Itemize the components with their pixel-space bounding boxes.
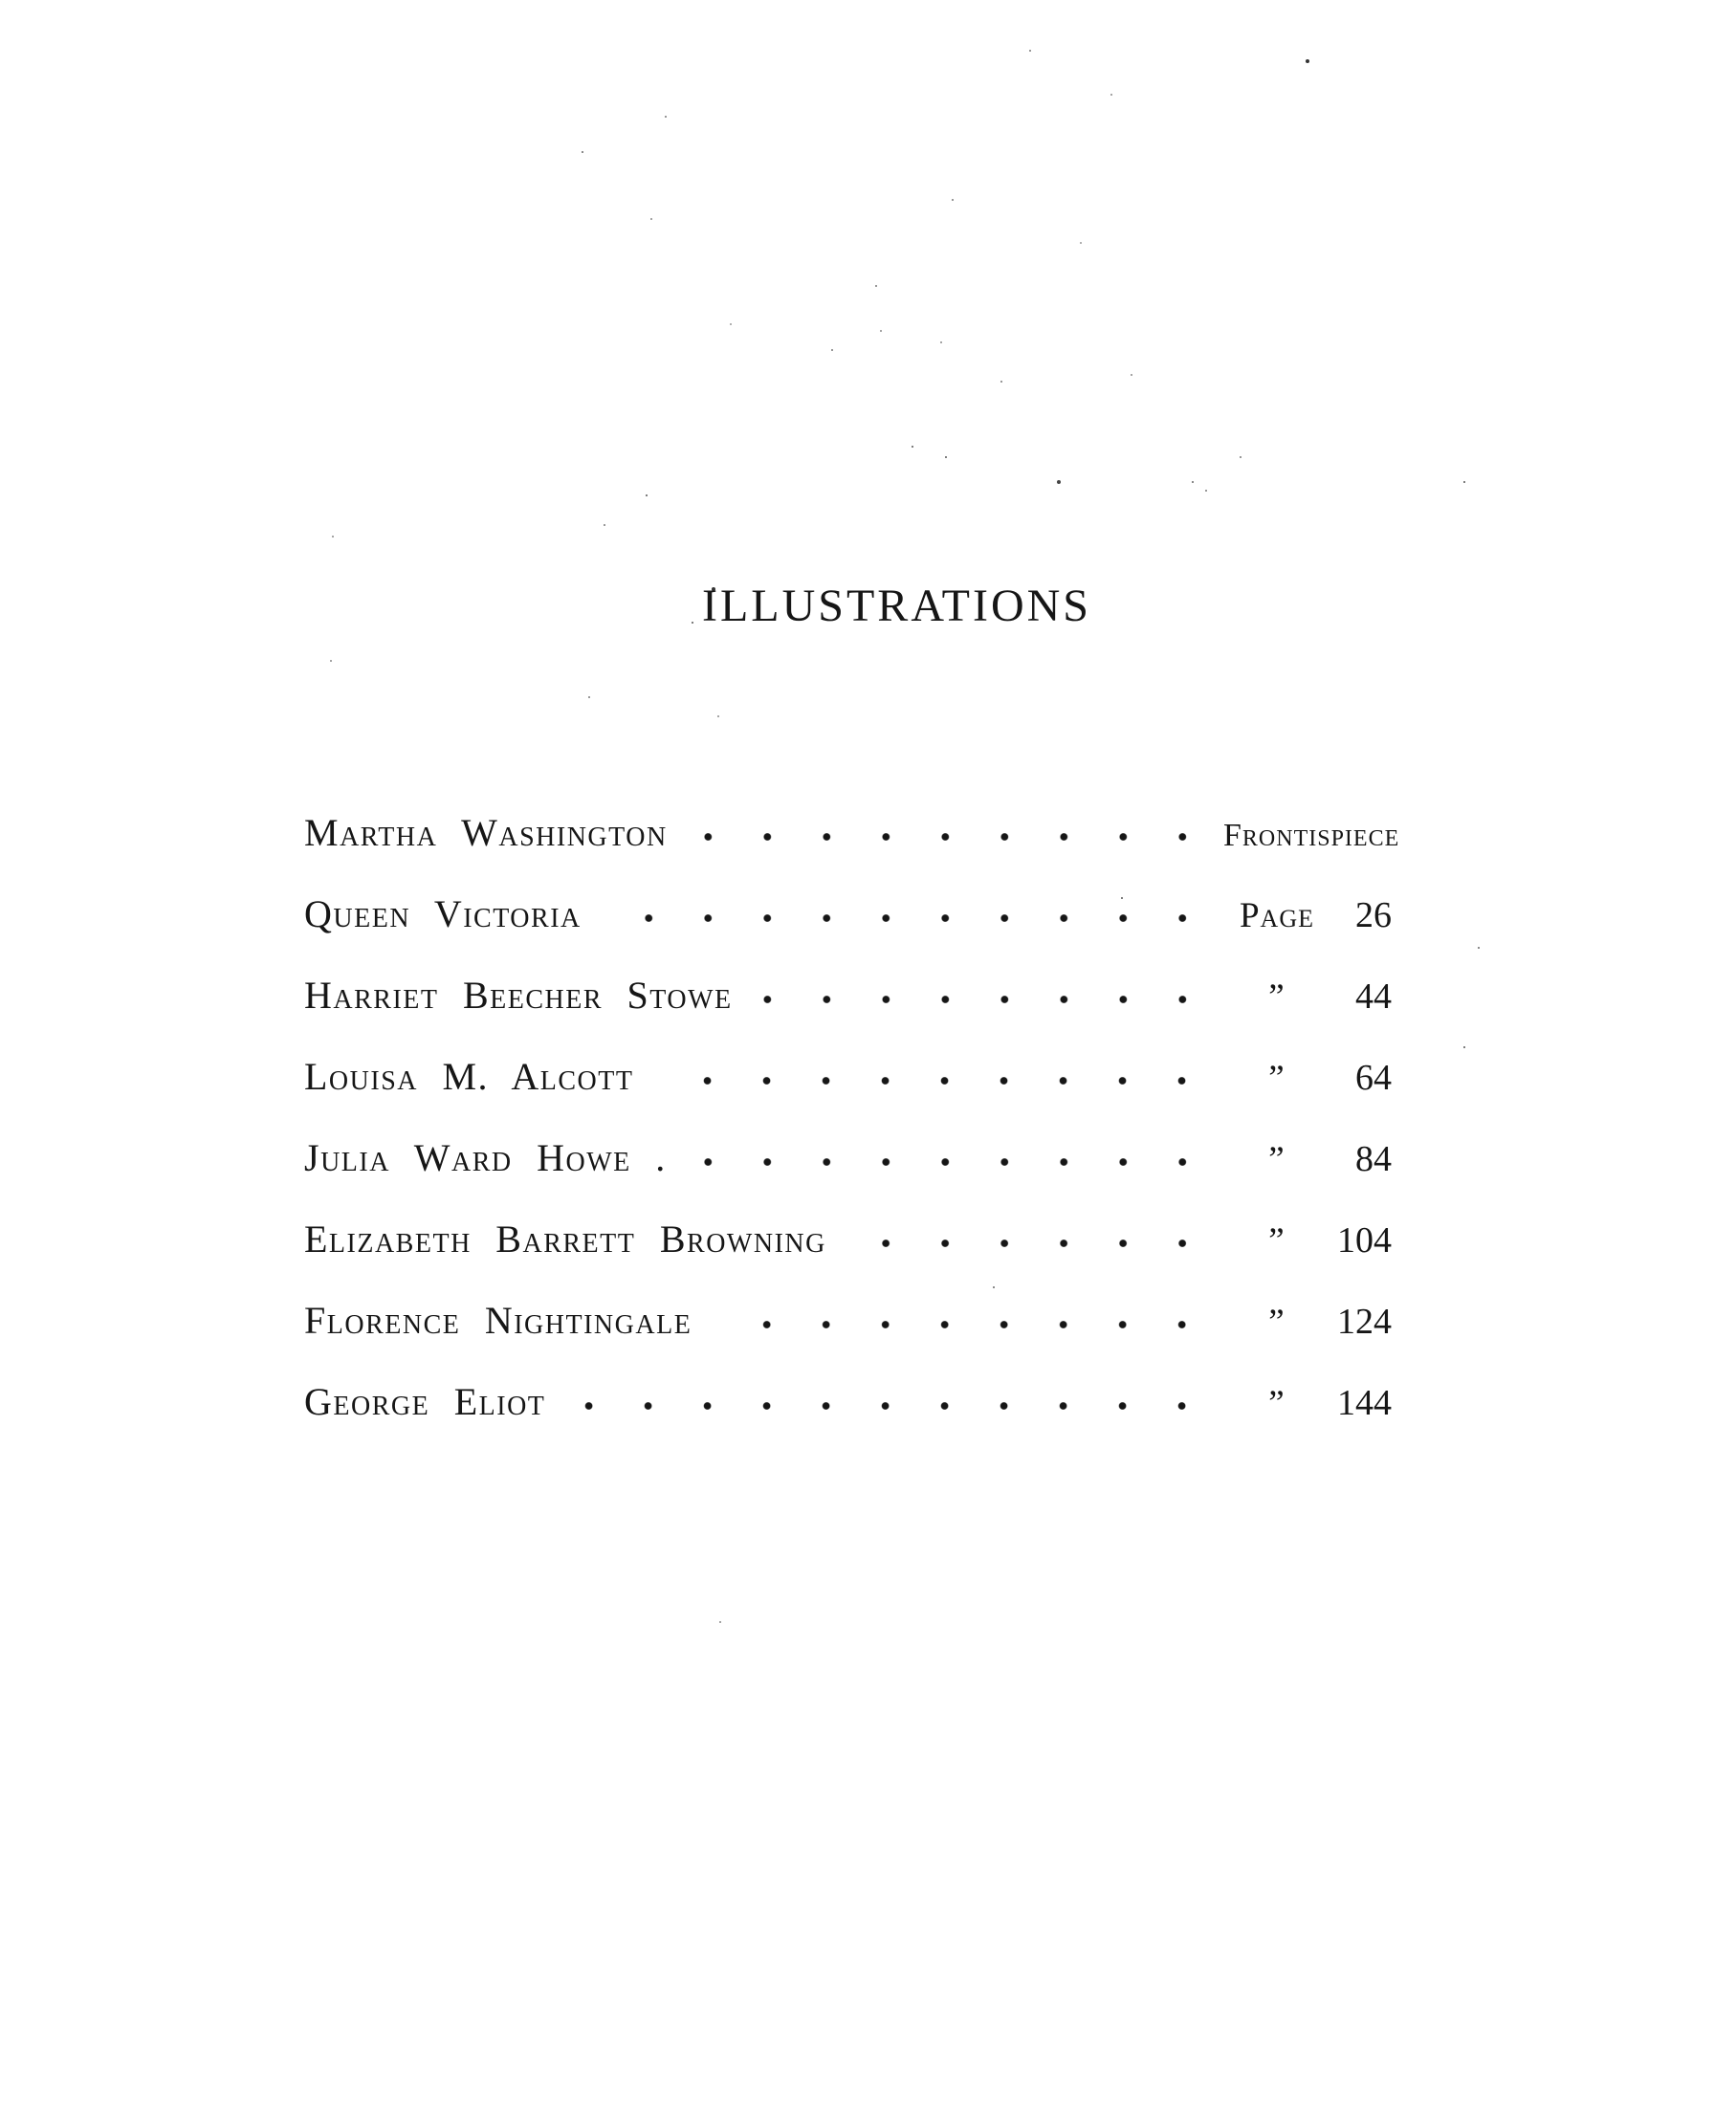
page-reference-number: 124	[1337, 1302, 1392, 1342]
entry-name: Louisa M. Alcott	[304, 1055, 634, 1098]
entry-name: Harriet Beecher Stowe	[304, 974, 733, 1017]
dot-leader	[691, 801, 1216, 845]
page-reference-number: 26	[1355, 895, 1392, 935]
page-reference-number: 84	[1355, 1139, 1392, 1179]
dot-leader	[604, 883, 1216, 927]
entry-name: George Eliot	[304, 1380, 546, 1423]
dot-leader	[849, 1208, 1216, 1252]
illustration-entry	[304, 1045, 1392, 1127]
page-title: ILLUSTRATIONS	[702, 581, 1091, 631]
page-reference	[1223, 1138, 1392, 1180]
page-reference-number: 64	[1355, 1058, 1392, 1098]
entry-name: Elizabeth Barrett Browning	[304, 1218, 826, 1261]
page-reference	[1223, 1382, 1392, 1424]
page-reference-number: 104	[1337, 1220, 1392, 1261]
page-reference-label: ”	[1268, 1059, 1286, 1098]
illustration-entry	[304, 801, 1400, 883]
page-reference-label: Frontispiece	[1223, 818, 1400, 853]
page-reference-label: ”	[1268, 977, 1286, 1017]
dot-leader	[656, 1045, 1216, 1089]
illustrations-list	[0, 801, 1736, 1452]
page-reference	[1223, 1219, 1392, 1261]
entry-name: Martha Washington	[304, 811, 668, 854]
page-reference-label: ”	[1268, 1140, 1286, 1179]
illustration-entry	[304, 1371, 1392, 1452]
page-reference-label: ”	[1268, 1303, 1286, 1342]
page-reference	[1223, 1057, 1392, 1099]
entry-name: Queen Victoria	[304, 892, 582, 935]
page-reference	[1223, 976, 1392, 1018]
illustration-entry	[304, 964, 1392, 1045]
page-reference-label: ”	[1268, 1384, 1286, 1423]
scan-speckles	[0, 0, 2, 2]
dot-leader	[568, 1371, 1216, 1415]
illustration-entry	[304, 1289, 1392, 1371]
illustration-entry	[304, 883, 1392, 964]
page-reference-number: 44	[1355, 976, 1392, 1017]
illustration-entry	[304, 1208, 1392, 1289]
dot-leader	[756, 964, 1216, 1008]
page-reference-label: Page	[1239, 896, 1314, 935]
entry-name: Florence Nightingale	[304, 1299, 692, 1342]
entry-name: Julia Ward Howe .	[304, 1136, 667, 1179]
page-reference	[1223, 818, 1400, 854]
page-reference	[1223, 894, 1392, 936]
dot-leader	[714, 1289, 1216, 1333]
page-reference-label: ”	[1268, 1221, 1286, 1261]
page-reference	[1223, 1301, 1392, 1343]
page-reference-number: 144	[1337, 1383, 1392, 1423]
illustration-entry	[304, 1127, 1392, 1208]
dot-leader	[690, 1127, 1216, 1171]
